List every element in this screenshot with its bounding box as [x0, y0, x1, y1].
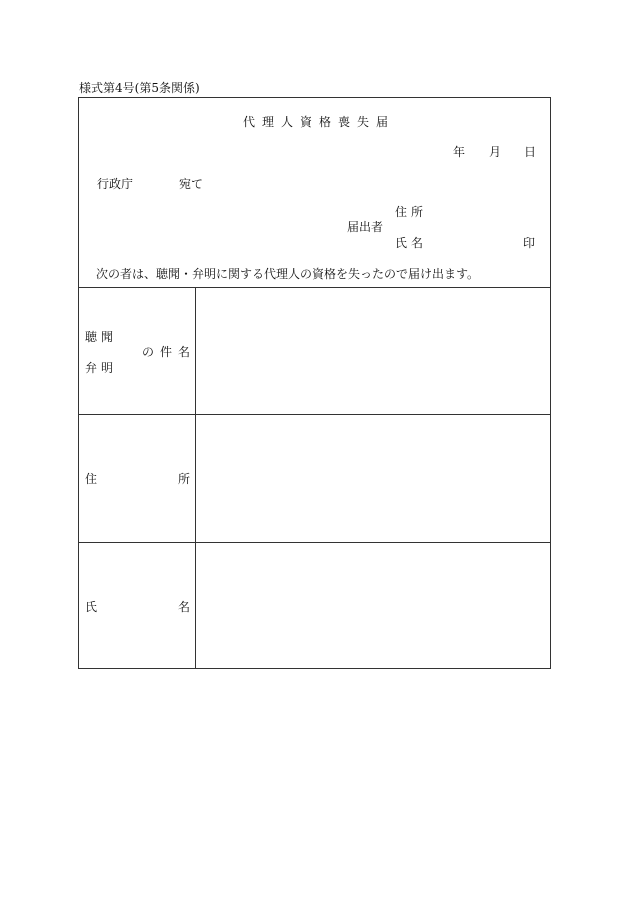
case-label-explain-1: 弁	[85, 361, 98, 375]
address-label-1: 住	[85, 472, 98, 486]
case-label-explain-2: 明	[101, 361, 114, 375]
form-title: 代理人資格喪失届	[242, 115, 395, 129]
case-name-label: の件名	[142, 345, 197, 359]
date-year-label: 年	[453, 145, 466, 159]
addressee-agency: 行政庁	[97, 177, 134, 191]
seal-mark: 印	[523, 236, 536, 250]
address-field[interactable]	[196, 415, 550, 541]
notifier-label: 届出者	[347, 220, 384, 234]
statement-text: 次の者は、聴聞・弁明に関する代理人の資格を失ったので届け出ます。	[96, 267, 480, 281]
name-field[interactable]	[196, 543, 550, 668]
date-day-label: 日	[524, 145, 537, 159]
case-label-hearing-2: 聞	[101, 330, 114, 344]
address-label-2: 所	[178, 472, 191, 486]
case-name-field[interactable]	[196, 288, 550, 413]
name-label-2: 名	[178, 600, 191, 614]
notifier-address-label: 住所	[395, 205, 428, 219]
date-month-label: 月	[489, 145, 502, 159]
form-number: 様式第4号(第5条関係)	[79, 81, 200, 95]
addressee-to: 宛て	[179, 177, 204, 191]
name-label-1: 氏	[85, 600, 98, 614]
notifier-name-label: 氏名	[395, 236, 428, 250]
form-frame	[78, 97, 551, 669]
case-label-hearing-1: 聴	[85, 330, 98, 344]
